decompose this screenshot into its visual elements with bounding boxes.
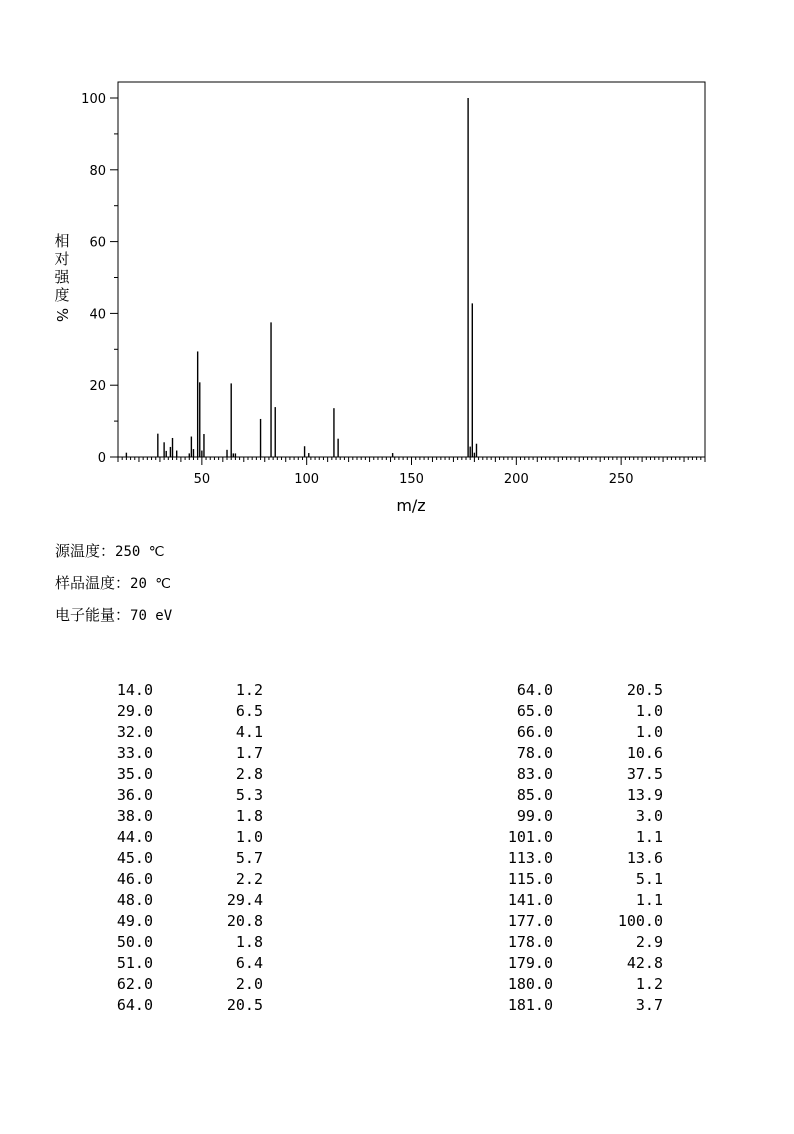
table-row [500,701,670,722]
mz-value: 180.0 [507,975,553,993]
abundance-value: 29.4 [226,891,263,909]
mz-value: 141.0 [507,891,553,909]
table-row [500,680,670,701]
abundance-value: 5.1 [635,870,663,888]
table-row [100,764,270,785]
mz-value: 45.0 [116,849,153,867]
mz-value: 35.0 [116,765,153,783]
mz-value: 49.0 [116,912,153,930]
abundance-value: 2.0 [235,975,263,993]
electron-energy-value: 70 eV [130,608,173,624]
peak-table [100,680,680,1020]
mz-value: 33.0 [116,744,153,762]
table-row [100,743,270,764]
mz-value: 46.0 [116,870,153,888]
table-row [100,848,270,869]
mz-value: 85.0 [516,786,553,804]
table-row [100,701,270,722]
y-axis [81,92,118,466]
mz-value: 178.0 [507,933,553,951]
y-axis-label-char: 相 [54,232,70,250]
table-row [500,890,670,911]
abundance-value: 5.7 [235,849,263,867]
table-row [100,785,270,806]
table-row [100,806,270,827]
mz-value: 48.0 [116,891,153,909]
x-tick-label: 200 [503,472,529,487]
y-tick-label: 20 [89,379,106,395]
table-row [500,806,670,827]
table-row [100,869,270,890]
abundance-value: 13.6 [626,849,663,867]
abundance-value: 6.4 [235,954,263,972]
abundance-value: 1.1 [635,891,663,909]
y-axis-label-unit: % [53,307,71,323]
table-row [100,911,270,932]
mz-value: 38.0 [116,807,153,825]
table-row [500,722,670,743]
sample-temperature-value: 20 ℃ [130,576,172,592]
abundance-value: 3.0 [635,807,663,825]
y-tick-label: 100 [81,92,106,107]
table-row [100,890,270,911]
abundance-value: 3.7 [635,996,663,1014]
abundance-value: 20.5 [226,996,263,1014]
y-axis-label-char: 对 [54,250,70,268]
abundance-value: 2.8 [235,765,263,783]
abundance-value: 1.8 [235,807,263,825]
table-row [500,953,670,974]
mz-value: 181.0 [507,996,553,1014]
abundance-value: 13.9 [626,786,663,804]
abundance-value: 1.7 [235,744,263,762]
table-row [500,764,670,785]
electron-energy-label: 电子能量： [55,606,131,624]
x-axis [118,457,705,487]
abundance-value: 10.6 [626,744,663,762]
abundance-value: 42.8 [626,954,663,972]
y-tick-label: 60 [89,235,106,251]
abundance-value: 1.1 [635,828,663,846]
abundance-value: 1.0 [235,828,263,846]
abundance-value: 1.8 [235,933,263,951]
mz-value: 66.0 [516,723,553,741]
abundance-value: 1.2 [635,975,663,993]
mz-value: 44.0 [116,828,153,846]
table-row [500,743,670,764]
mz-value: 115.0 [507,870,553,888]
source-temperature-value: 250 ℃ [115,544,165,560]
table-row [500,848,670,869]
mz-value: 32.0 [116,723,153,741]
table-row [100,995,270,1016]
mz-value: 65.0 [516,702,553,720]
mz-value: 179.0 [507,954,553,972]
table-row [100,827,270,848]
x-axis-label: m/z [396,496,426,515]
mz-value: 113.0 [507,849,553,867]
abundance-value: 100.0 [617,912,663,930]
abundance-value: 2.9 [635,933,663,951]
mz-value: 99.0 [516,807,553,825]
abundance-value: 5.3 [235,786,263,804]
x-tick-label: 100 [294,472,320,487]
peak-table-right-column [500,680,670,1016]
mz-value: 50.0 [116,933,153,951]
y-tick-label: 40 [89,307,106,323]
table-row [500,995,670,1016]
mass-spectrum-chart [0,0,794,530]
mz-value: 83.0 [516,765,553,783]
mz-value: 64.0 [116,996,153,1014]
mz-value: 14.0 [116,681,153,699]
mz-value: 51.0 [116,954,153,972]
plot-frame [118,82,705,457]
acquisition-conditions [55,541,172,637]
table-row [500,869,670,890]
y-axis-label-char: 强 [54,268,70,286]
y-axis-label [50,232,74,324]
table-row [500,974,670,995]
table-row [500,785,670,806]
abundance-value: 20.5 [626,681,663,699]
source-temperature-label: 源温度： [55,542,116,560]
mz-value: 62.0 [116,975,153,993]
abundance-value: 37.5 [626,765,663,783]
y-tick-label: 80 [89,163,106,179]
abundance-value: 1.0 [635,723,663,741]
sample-temperature [55,573,172,605]
mz-value: 36.0 [116,786,153,804]
mz-value: 78.0 [516,744,553,762]
table-row [100,680,270,701]
abundance-value: 1.0 [635,702,663,720]
source-temperature [55,541,172,573]
table-row [500,932,670,953]
table-row [100,932,270,953]
x-tick-label: 150 [399,472,424,487]
peak-table-left-column [100,680,270,1016]
abundance-value: 20.8 [226,912,263,930]
peak-bars [126,98,476,457]
mz-value: 101.0 [507,828,553,846]
abundance-value: 4.1 [235,723,263,741]
mz-value: 29.0 [116,702,153,720]
abundance-value: 1.2 [235,681,263,699]
abundance-value: 2.2 [235,870,263,888]
table-row [100,722,270,743]
table-row [100,953,270,974]
x-tick-label: 50 [193,472,211,487]
table-row [500,911,670,932]
abundance-value: 6.5 [235,702,263,720]
x-tick-label: 250 [608,472,634,487]
sample-temperature-label: 样品温度： [55,574,131,592]
table-row [500,827,670,848]
electron-energy [55,605,172,637]
y-tick-label: 0 [97,451,106,466]
mz-value: 177.0 [507,912,553,930]
table-row [100,974,270,995]
y-axis-label-char: 度 [54,286,70,304]
mz-value: 64.0 [516,681,553,699]
